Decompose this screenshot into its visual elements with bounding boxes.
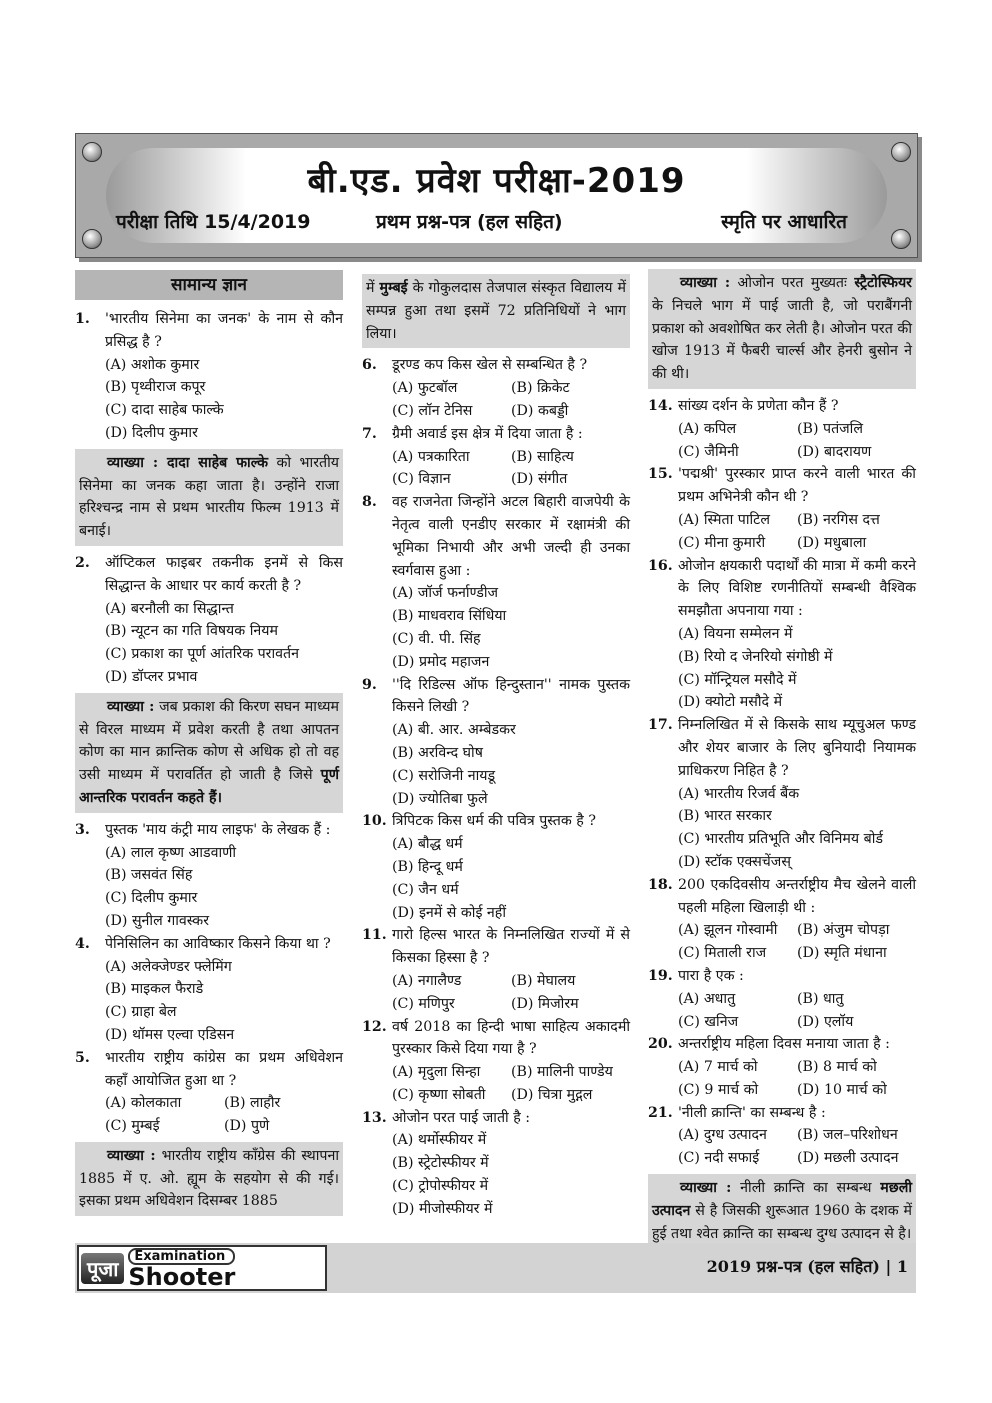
option-d: (D) डॉप्लर प्रभाव <box>105 668 198 685</box>
question-number: 18. <box>648 876 673 893</box>
option-b: (B) भारत सरकार <box>678 808 772 825</box>
question-text: ओजोन परत पाई जाती है : <box>392 1109 531 1126</box>
explanation-text: व्याख्या : <box>107 1147 156 1164</box>
paper-label: प्रथम प्रश्न-पत्र (हल सहित) <box>376 211 563 233</box>
question-text: निम्नलिखित में से किसके साथ म्यूचुअल फण्ड और शेयर बाजार के लिए बुनियादी नियामक प्राधिकरण निहित है ? <box>678 717 916 779</box>
question-text: गारो हिल्स भारत के निम्नलिखित राज्यों में से किसका हिस्सा है ? <box>392 927 630 967</box>
column-3 <box>648 265 916 1254</box>
question-text: ''दि रिडिल्स ऑफ हिन्दुस्तान'' नामक पुस्तक किसने लिखी ? <box>392 676 630 716</box>
question-item <box>362 674 630 811</box>
question-item <box>648 965 916 1033</box>
question-text: पुस्तक 'माय कंट्री माय लाइफ' के लेखक हैं : <box>105 821 331 838</box>
question-item <box>362 1016 630 1107</box>
explanation-text: मछली उत्पादन <box>652 1180 912 1219</box>
question-item <box>648 395 916 463</box>
page-title: बी.एड. प्रवेश परीक्षा-2019 <box>307 161 686 201</box>
question-item <box>362 924 630 1015</box>
question-number: 19. <box>648 967 673 984</box>
option-c: (C) ट्रोपोस्फीयर में <box>392 1178 489 1195</box>
question-number: 20. <box>648 1036 673 1053</box>
footer-bar <box>75 1243 916 1293</box>
question <box>648 1033 916 1056</box>
option-a: (A) बरनौली का सिद्धान्त <box>105 600 234 617</box>
option-b: (B) अरविन्द घोष <box>392 744 483 761</box>
question <box>75 552 343 598</box>
question <box>362 1107 630 1130</box>
question-item <box>362 491 630 673</box>
question-number: 3. <box>75 821 90 838</box>
explanation-text: व्याख्या : <box>680 275 731 291</box>
options-list <box>362 446 630 492</box>
explanation-text: के निचले भाग में पाई जाती है, जो पराबैंगनी प्रकाश को अवशोषित कर लेती है। ओजोन परत की खोज 1913 में फैबरी चार्ल्स और हेनरी बुसोन ने की थी। <box>652 297 912 383</box>
question <box>648 395 916 418</box>
option-a: (A) कोलकाता <box>105 1095 182 1112</box>
question <box>648 714 916 782</box>
option-d: (D) मिजोरम <box>511 995 579 1012</box>
option-c: (C) मीना कुमारी <box>678 534 766 551</box>
question-number: 9. <box>362 676 377 693</box>
question <box>362 674 630 720</box>
explanation-text: को भारतीय सिनेमा का जनक कहा जाता है। उन्होंने राजा हरिश्चन्द्र नाम से प्रथम भारतीय फिल्म 1913 में बनाई। <box>79 454 339 540</box>
option-d: (D) संगीत <box>511 471 568 488</box>
options-list <box>362 582 630 673</box>
option-b: (B) स्ट्रेटोस्फीयर में <box>392 1155 489 1172</box>
option-d: (D) एलॉय <box>797 1013 854 1030</box>
option-d: (D) चित्रा मुद्गल <box>511 1086 593 1103</box>
option-d: (D) सुनील गावस्कर <box>105 912 209 929</box>
options-list <box>362 1061 630 1107</box>
column-2 <box>362 270 630 1221</box>
question-number: 14. <box>648 397 673 414</box>
option-a: (A) नगालैण्ड <box>392 972 462 989</box>
question-text: अन्तर्राष्ट्रीय महिला दिवस मनाया जाता है : <box>678 1036 890 1053</box>
explanation-text: स्ट्रैटोस्फियर <box>854 275 912 291</box>
option-d: (D) मछली उत्पादन <box>797 1150 899 1167</box>
option-b: (B) नरगिस दत्त <box>797 511 880 528</box>
exam-date: परीक्षा तिथि 15/4/2019 <box>116 211 311 233</box>
logo-exam-text: Examination <box>128 1248 235 1265</box>
option-c: (C) नदी सफाई <box>678 1150 760 1167</box>
options-list <box>362 719 630 810</box>
option-b: (B) माइकल फैराडे <box>105 981 204 998</box>
question-text: वर्ष 2018 का हिन्दी भाषा साहित्य अकादमी पुरस्कार किसे दिया गया है ? <box>392 1018 630 1058</box>
publisher-logo <box>77 1245 327 1291</box>
question <box>648 555 916 623</box>
option-a: (A) बौद्ध धर्म <box>392 836 463 853</box>
question <box>75 308 343 354</box>
logo-exam-shooter <box>128 1248 235 1289</box>
option-c: (C) 9 मार्च को <box>678 1081 759 1098</box>
question-text: भारतीय राष्ट्रीय कांग्रेस का प्रथम अधिवेशन कहाँ आयोजित हुआ था ? <box>105 1049 343 1089</box>
options-list <box>75 956 343 1047</box>
options-list <box>648 988 916 1034</box>
option-d: (D) स्टॉक एक्सचेंजस् <box>678 853 791 870</box>
option-a: (A) थर्मोस्फीयर में <box>392 1132 487 1149</box>
question <box>362 354 630 377</box>
option-a: (A) 7 मार्च को <box>678 1059 758 1076</box>
option-d: (D) इनमें से कोई नहीं <box>392 904 507 921</box>
option-b: (B) हिन्दू धर्म <box>392 858 463 875</box>
question-number: 2. <box>75 554 90 571</box>
question-number: 6. <box>362 357 377 374</box>
options-list <box>362 970 630 1016</box>
option-a: (A) स्मिता पाटिल <box>678 511 770 528</box>
option-c: (C) सरोजिनी नायडू <box>392 767 496 784</box>
explanation-box <box>648 269 916 389</box>
question-number: 15. <box>648 466 673 483</box>
option-a: (A) अशोक कुमार <box>105 356 200 373</box>
question-number: 1. <box>75 311 90 327</box>
explanation-text: से है जिसकी शुरूआत 1960 के दशक में हुई तथा श्वेत क्रान्ति का सम्बन्ध दुग्ध उत्पादन से है। <box>652 1202 912 1242</box>
question-item <box>648 555 916 715</box>
question-number: 17. <box>648 717 673 734</box>
explanation-text: नीली क्रान्ति का सम्बन्ध <box>731 1180 881 1197</box>
option-b: (B) धातु <box>797 990 844 1007</box>
option-b: (B) 8 मार्च को <box>797 1059 877 1076</box>
option-a: (A) बी. आर. अम्बेडकर <box>392 722 516 739</box>
question-item <box>75 933 343 1047</box>
options-list <box>362 833 630 924</box>
question-number: 16. <box>648 557 673 574</box>
option-c: (C) लॉन टेनिस <box>392 402 473 419</box>
explanation-box <box>75 693 343 813</box>
explanation-text: पूर्ण आन्तरिक परावर्तन कहते हैं। <box>79 767 339 806</box>
question-item <box>648 1033 916 1101</box>
options-list <box>648 919 916 965</box>
explanation-text: मुम्बई <box>379 280 408 296</box>
question-item <box>362 354 630 422</box>
question-text: 'पद्मश्री' पुरस्कार प्राप्त करने वाली भारत की प्रथम अभिनेत्री कौन थी ? <box>678 466 916 506</box>
option-b: (B) साहित्य <box>511 448 574 465</box>
options-list <box>648 509 916 555</box>
explanation-text: व्याख्या : <box>680 1180 732 1197</box>
options-list <box>75 842 343 933</box>
explanation-box <box>648 1174 916 1248</box>
option-a: (A) फुटबॉल <box>392 380 458 397</box>
options-list <box>648 1056 916 1102</box>
page-number-label: 2019 प्रश्न-पत्र (हल सहित) | 1 <box>706 1257 908 1276</box>
question-text: 200 एकदिवसीय अन्तर्राष्ट्रीय मैच खेलने वाली पहली महिला खिलाड़ी थी : <box>678 876 916 916</box>
question <box>362 1016 630 1062</box>
option-b: (B) न्यूटन का गति विषयक नियम <box>105 623 278 640</box>
option-b: (B) पृथ्वीराज कपूर <box>105 379 206 396</box>
question <box>362 423 630 446</box>
option-d: (D) पुणे <box>224 1118 270 1135</box>
screw-icon <box>82 229 102 249</box>
option-a: (A) अलेक्जेण्डर फ्लेमिंग <box>105 958 232 975</box>
question <box>362 924 630 970</box>
option-a: (A) जॉर्ज फर्नाण्डीज <box>392 585 499 602</box>
explanation-text: में <box>366 280 380 296</box>
memory-based-note: स्मृति पर आधारित <box>721 211 847 233</box>
question <box>75 933 343 956</box>
explanation-text: व्याख्या : दादा साहेब फाल्के <box>107 454 269 471</box>
question-number: 5. <box>75 1049 90 1066</box>
logo-brand: पूजा <box>81 1253 124 1284</box>
option-c: (C) ग्राहा बेल <box>105 1004 177 1021</box>
option-a: (A) लाल कृष्ण आडवाणी <box>105 844 237 861</box>
option-c: (C) मिताली राज <box>678 945 767 962</box>
option-c: (C) भारतीय प्रतिभूति और विनिमय बोर्ड <box>678 831 883 848</box>
options-list <box>648 623 916 714</box>
question <box>648 965 916 988</box>
question-item <box>75 1047 343 1138</box>
question <box>362 810 630 833</box>
option-c: (C) विज्ञान <box>392 471 451 488</box>
options-list <box>75 1092 343 1138</box>
option-c: (C) दिलीप कुमार <box>105 890 198 907</box>
option-c: (C) जैन धर्म <box>392 881 459 898</box>
option-a: (A) दुग्ध उत्पादन <box>678 1127 767 1144</box>
option-b: (B) क्रिकेट <box>511 380 570 397</box>
explanation-box <box>75 1142 343 1216</box>
option-c: (C) मुम्बई <box>105 1118 160 1135</box>
option-b: (B) लाहौर <box>224 1095 281 1112</box>
option-d: (D) प्रमोद महाजन <box>392 653 490 670</box>
question <box>362 491 630 582</box>
explanation-box <box>362 274 630 348</box>
option-a: (A) मृदुला सिन्हा <box>392 1064 481 1081</box>
question <box>648 874 916 920</box>
question <box>648 1102 916 1125</box>
options-list <box>362 1129 630 1220</box>
option-d: (D) स्मृति मंधाना <box>797 945 887 962</box>
question <box>648 463 916 509</box>
options-list <box>648 1124 916 1170</box>
option-d: (D) थॉमस एल्वा एडिसन <box>105 1026 235 1043</box>
option-d: (D) कबड्डी <box>511 402 569 419</box>
option-b: (B) अंजुम चोपड़ा <box>797 922 890 939</box>
explanation-box <box>75 449 343 546</box>
question-number: 4. <box>75 935 90 952</box>
option-d: (D) ज्योतिबा फुले <box>392 790 488 807</box>
option-b: (B) पतंजलि <box>797 420 863 437</box>
option-a: (A) अधातु <box>678 990 736 1007</box>
question-number: 13. <box>362 1109 387 1126</box>
question-item <box>648 874 916 965</box>
option-d: (D) मीजोस्फीयर में <box>392 1200 493 1217</box>
option-c: (C) जैमिनी <box>678 443 739 460</box>
question-item <box>362 423 630 491</box>
option-c: (C) खनिज <box>678 1013 739 1030</box>
explanation-text: भारतीय राष्ट्रीय काँग्रेस की स्थापना 1885 में ए. ओ. ह्यूम के सहयोग से की गई। इसका प्रथम अधिवेशन दिसम्बर 1885 <box>79 1147 339 1210</box>
option-c: (C) प्रकाश का पूर्ण आंतरिक परावर्तन <box>105 646 299 663</box>
options-list <box>75 598 343 689</box>
screw-icon <box>891 229 911 249</box>
option-c: (C) मणिपुर <box>392 995 455 1012</box>
options-list <box>362 377 630 423</box>
question-item <box>75 819 343 933</box>
option-d: (D) दिलीप कुमार <box>105 424 198 441</box>
question-number: 8. <box>362 494 377 511</box>
option-b: (B) जसवंत सिंह <box>105 867 193 884</box>
column-1 <box>75 270 343 1222</box>
explanation-text: ओजोन परत मुख्यतः <box>730 275 855 291</box>
question-text: ओजोन क्षयकारी पदार्थों की मात्रा में कमी करने के लिए विशिष्ट रणनीतियों सम्बन्धी वैश्विक समझौता अपनाया गया : <box>678 557 916 620</box>
option-a: (A) वियना सम्मेलन में <box>678 625 793 642</box>
question-text: पारा है एक : <box>678 967 744 984</box>
option-c: (C) वी. पी. सिंह <box>392 630 481 647</box>
question-number: 7. <box>362 425 377 442</box>
option-d: (D) क्योटो मसौदे में <box>678 694 783 711</box>
question-item <box>648 463 916 554</box>
title-banner <box>75 133 918 258</box>
question-item <box>362 1107 630 1221</box>
question-number: 12. <box>362 1018 387 1035</box>
question-text: पेनिसिलिन का आविष्कार किसने किया था ? <box>105 935 331 952</box>
question-text: त्रिपिटक किस धर्म की पवित्र पुस्तक है ? <box>392 813 596 830</box>
options-list <box>648 783 916 874</box>
option-b: (B) मेघालय <box>511 972 576 989</box>
question-text: डूरण्ड कप किस खेल से सम्बन्धित है ? <box>392 357 588 374</box>
option-c: (C) कृष्णा सोबती <box>392 1086 486 1103</box>
option-d: (D) मधुबाला <box>797 534 867 551</box>
logo-shooter-text: Shooter <box>128 1262 236 1291</box>
option-a: (A) पत्रकारिता <box>392 448 470 465</box>
question-text: ऑप्टिकल फाइबर तकनीक इनमें से किस सिद्धान्त के आधार पर कार्य करती है ? <box>105 554 343 594</box>
options-list <box>75 354 343 445</box>
option-a: (A) भारतीय रिजर्व बैंक <box>678 785 800 802</box>
question-item <box>362 810 630 924</box>
question-text: सांख्य दर्शन के प्रणेता कौन हैं ? <box>678 397 839 414</box>
options-list <box>648 418 916 464</box>
option-a: (A) कपिल <box>678 420 737 437</box>
question-text: 'भारतीय सिनेमा का जनक' के नाम से कौन प्रसिद्ध है ? <box>105 311 343 350</box>
section-heading: सामान्य ज्ञान <box>75 270 343 300</box>
question-text: ग्रैमी अवार्ड इस क्षेत्र में दिया जाता है : <box>392 425 583 442</box>
question-number: 10. <box>362 813 387 830</box>
explanation-text: व्याख्या : <box>107 698 155 715</box>
option-d: (D) 10 मार्च को <box>797 1081 887 1098</box>
option-b: (B) जल–परिशोधन <box>797 1127 898 1144</box>
option-b: (B) माधवराव सिंधिया <box>392 608 507 625</box>
question-item <box>648 714 916 874</box>
question-item <box>75 552 343 689</box>
option-c: (C) दादा साहेब फाल्के <box>105 402 224 419</box>
option-c: (C) मॉन्ट्रियल मसौदे में <box>678 671 797 688</box>
option-b: (B) मालिनी पाण्डेय <box>511 1064 613 1081</box>
question <box>75 819 343 842</box>
question-number: 11. <box>362 927 387 944</box>
question-item <box>75 308 343 445</box>
option-b: (B) रियो द जेनरियो संगोष्ठी में <box>678 648 833 665</box>
explanation-text: के गोकुलदास तेजपाल संस्कृत विद्यालय में सम्पन्न हुआ तथा इसमें 72 प्रतिनिधियों ने भाग लिया। <box>366 280 627 342</box>
question-item <box>648 1102 916 1170</box>
question-text: 'नीली क्रान्ति' का सम्बन्ध है : <box>678 1104 826 1121</box>
question-text: वह राजनेता जिन्होंने अटल बिहारी वाजपेयी के नेतृत्व वाली एनडीए सरकार में रक्षामंत्री की भूमिका निभायी और अभी जल्दी ही उनका स्वर्गवास हुआ : <box>392 494 630 579</box>
question <box>75 1047 343 1093</box>
explanation-text: जब प्रकाश की किरण सघन माध्यम से विरल माध्यम में प्रवेश करती है तथा आपतन कोण का मान क्रान्तिक कोण से अधिक हो तो वह उसी माध्यम में परावर्तित हो जाती है जिसे <box>79 698 339 784</box>
option-d: (D) बादरायण <box>797 443 872 460</box>
question-number: 21. <box>648 1104 673 1121</box>
option-a: (A) झूलन गोस्वामी <box>678 922 778 939</box>
